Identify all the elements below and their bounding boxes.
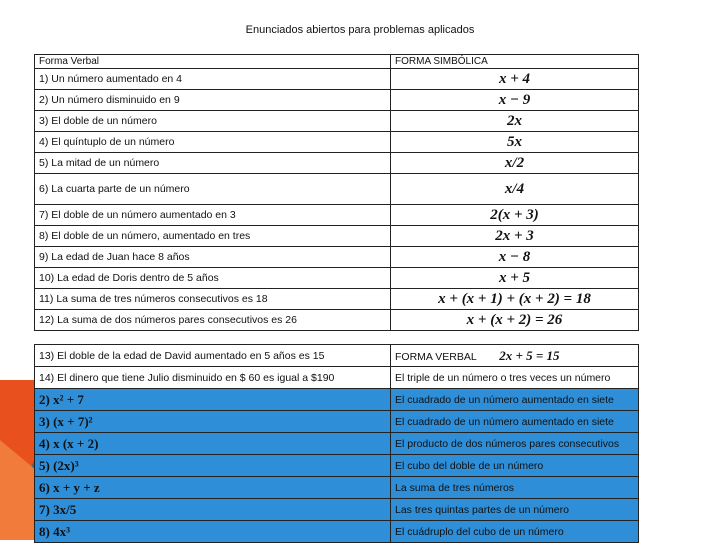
verbal-cell: El producto de dos números pares consecutivos [391,433,639,455]
verbal-cell: 3) El doble de un número [35,111,391,132]
verbal-cell: El cuadrado de un número aumentado en siete [391,389,639,411]
header-symbolic: FORMA SIMBÓLICA [391,55,639,69]
table-row [35,90,639,111]
symbolic-cell: x + (x + 2) = 26 [391,310,639,331]
row-13-math: 2x + 5 = 15 [499,347,560,363]
verbal-cell: 4) El quíntuplo de un número [35,132,391,153]
lower-table [34,344,639,543]
symbolic-cell: 5) (2x)³ [35,455,391,477]
verbal-cell: 1) Un número aumentado en 4 [35,69,391,90]
symbolic-cell: x − 9 [391,90,639,111]
table-row [35,111,639,132]
verbal-cell: 8) El doble de un número, aumentado en tres [35,226,391,247]
verbal-cell: 9) La edad de Juan hace 8 años [35,247,391,268]
symbolic-cell: 2(x + 3) [391,205,639,226]
verbal-cell: 7) El doble de un número aumentado en 3 [35,205,391,226]
symbolic-cell: 7) 3x/5 [35,499,391,521]
symbolic-cell: x − 8 [391,247,639,268]
table-row [35,174,639,205]
symbolic-cell: 2x [391,111,639,132]
table-row [35,205,639,226]
symbolic-cell: x/4 [391,174,639,205]
table-row [35,289,639,310]
verbal-cell: El cuádruplo del cubo de un número [391,521,639,543]
lower-header-row [35,345,639,367]
table-row [35,226,639,247]
table-header-row [35,55,639,69]
symbolic-cell: x/2 [391,153,639,174]
verbal-cell: 5) La mitad de un número [35,153,391,174]
row-14-verbal: El triple de un número o tres veces un número [391,367,639,389]
verbal-cell: 10) La edad de Doris dentro de 5 años [35,268,391,289]
symbolic-cell: 3) (x + 7)² [35,411,391,433]
symbolic-cell: 4) x (x + 2) [35,433,391,455]
header-verbal-label: FORMA VERBAL [395,350,477,363]
table-row [35,477,639,499]
upper-table [34,54,639,331]
verbal-cell: 12) La suma de dos números pares consecutivos es 26 [35,310,391,331]
lower-header-right [391,345,639,367]
header-verbal: Forma Verbal [35,55,391,69]
table-row [35,310,639,331]
row-13-text: 13) El doble de la edad de David aumentado en 5 años es 15 [39,349,325,362]
symbolic-cell: 5x [391,132,639,153]
symbolic-cell: 6) x + y + z [35,477,391,499]
verbal-cell: 6) La cuarta parte de un número [35,174,391,205]
symbolic-cell: 8) 4x³ [35,521,391,543]
verbal-cell: La suma de tres números [391,477,639,499]
table-row [35,268,639,289]
symbolic-cell: x + 4 [391,69,639,90]
verbal-cell: Las tres quintas partes de un número [391,499,639,521]
row-14-text: 14) El dinero que tiene Julio disminuido en $ 60 es igual a $190 [35,367,391,389]
symbolic-cell: 2) x² + 7 [35,389,391,411]
table-row [35,247,639,268]
table-row [35,69,639,90]
table-row [35,389,639,411]
verbal-cell: El cubo del doble de un número [391,455,639,477]
verbal-cell: 11) La suma de tres números consecutivos es 18 [35,289,391,310]
table-row [35,367,639,389]
symbolic-cell: x + (x + 1) + (x + 2) = 18 [391,289,639,310]
table-row [35,433,639,455]
table-row [35,411,639,433]
table-row [35,153,639,174]
table-row [35,499,639,521]
verbal-cell: El cuadrado de un número aumentado en siete [391,411,639,433]
table-row [35,521,639,543]
table-row [35,132,639,153]
symbolic-cell: x + 5 [391,268,639,289]
page-title: Enunciados abiertos para problemas aplicados [245,24,475,36]
verbal-cell: 2) Un número disminuido en 9 [35,90,391,111]
table-row [35,455,639,477]
lower-header-left [35,345,391,367]
symbolic-cell: 2x + 3 [391,226,639,247]
